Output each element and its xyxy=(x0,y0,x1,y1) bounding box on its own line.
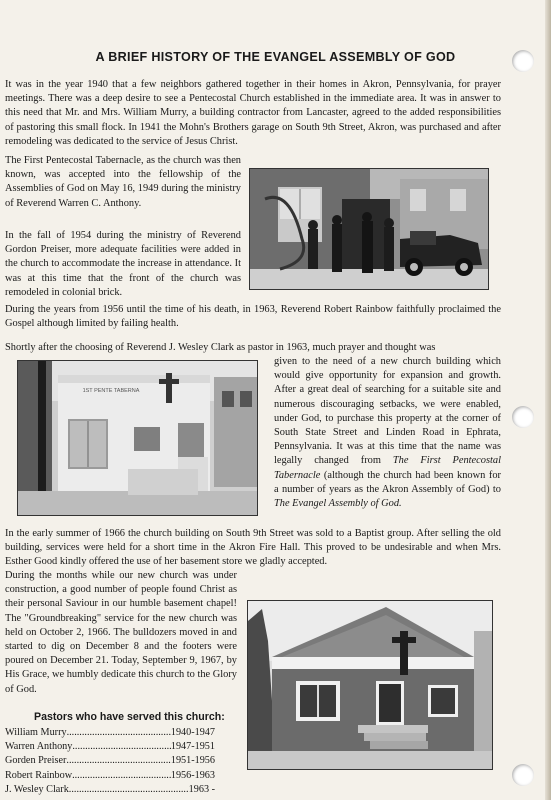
binder-hole-bottom xyxy=(512,764,534,786)
pastors-heading: Pastors who have served this church: xyxy=(34,711,225,723)
page-edge xyxy=(545,0,551,800)
former-church-name: The First Pentecostal Tabernacle xyxy=(274,455,501,481)
pastors-list xyxy=(5,726,215,797)
paragraph-1966-sale: In the early summer of 1966 the church building on South 9th Street was sold to a Baptist group. After selling the old building, services were held for a short time in the Akron Fire Hall. This proved to be undesirable and when Mrs. Esther Good kindly offered the use of her basement store we gladly accepted. xyxy=(5,528,501,568)
pastor-row: William Murry ..... 1940-1947 xyxy=(5,726,215,740)
tabernacle-sign: 1ST PENTE TABERNA xyxy=(82,388,140,394)
photo-tabernacle xyxy=(17,360,258,516)
paragraph-tabernacle: The First Pentecostal Tabernacle, as the church was then known, was accepted into the fellowship of the Assemblies of God on May 16, 1949 during the ministry of Reverend Warren C. Anthony. xyxy=(5,155,241,209)
photo-old-garage xyxy=(249,168,489,290)
pastor-row: J. Wesley Clark ..... 1963 - xyxy=(5,783,215,797)
pastor-row: Robert Rainbow ..... 1956-1963 xyxy=(5,769,215,783)
paragraph-origins: It was in the year 1940 that a few neighbors gathered together in their homes in Akron, Pennsylvania, for prayer meetings. There was a deep desire to see a Pentecostal Church established in the immediate area. It was in answer to this need that Mr. and Mrs. William Murry, a building contractor from Lancaster, agreed to the added responsibilities of pastoring this small flock. In 1941 the Mohn's Brothers garage on South 9th Street, Akron, was purchased and after remodeling was dedicated to the service of Jesus Christ. xyxy=(5,79,501,147)
paragraph-new-building: given to the need of a new church building which would give opportunity for expansion and growth. After a great deal of searching for a suitable site and numerous discouraging setbacks, we were enabled, under God, to purchase this property at the corner of South State Street and Linden Road in Ephrata, Pennsylvania. It was at this time that the name was legally changed from The First Pentecostal Tabernacle (although the church had been known for a number of years as the Akron Assembly of God) to The Evangel Assembly of God. xyxy=(274,356,501,510)
paragraph-clark-intro: Shortly after the choosing of Reverend J. Wesley Clark as pastor in 1963, much prayer and thought was xyxy=(5,342,436,353)
page-title: A BRIEF HISTORY OF THE EVANGEL ASSEMBLY OF GOD xyxy=(95,50,456,64)
paragraph-1954: In the fall of 1954 during the ministry of Reverend Gordon Preiser, more adequate facilities were added in the church to accommodate the increase in attendance. It was at this time that the front of the church was remodeled in colonial brick. xyxy=(5,230,241,298)
new-church-name: The Evangel Assembly of God. xyxy=(274,498,402,510)
binder-hole-middle xyxy=(512,406,534,428)
pastor-row: Gorden Preiser ..... 1951-1956 xyxy=(5,754,215,768)
pastor-row: Warren Anthony ..... 1947-1951 xyxy=(5,740,215,754)
photo-evangel-church xyxy=(247,600,493,770)
paragraph-construction: During the months while our new church was under construction, a good number of people found Christ as their personal Saviour in our humble basement chapel! The "Groundbreaking" service for the new church was held on October 2, 1966. The bulldozers moved in and started to dig on December 8 and the footers were poured on December 21. Today, September 9, 1967, by His Grace, we humbly dedicate this church to the Glory of God. xyxy=(5,570,237,695)
paragraph-rainbow: During the years from 1956 until the time of his death, in 1963, Reverend Robert Rainbow faithfully proclaimed the Gospel although limited by failing health. xyxy=(5,304,501,330)
